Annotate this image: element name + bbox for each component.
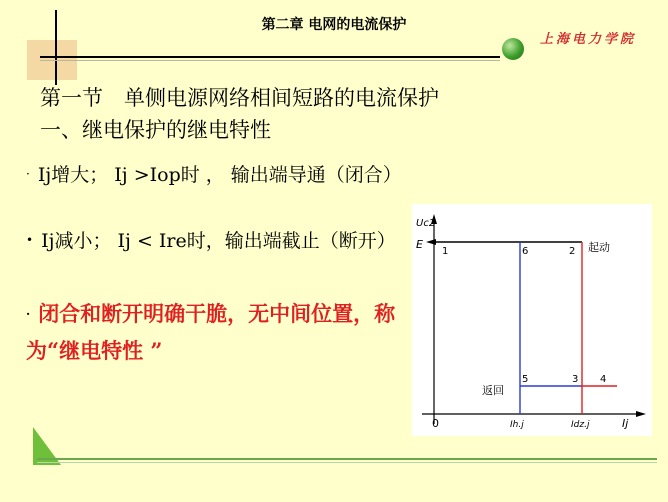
x-axis-arrow-icon [636,411,646,417]
bullet-text: Ij增大； Ij >Iop时 ， 输出端导通（闭合） [37,164,402,186]
bullet-dot: · [26,167,30,181]
corner-triangle-icon [33,427,63,467]
x-tick-start: Idz.j [571,420,590,430]
header-rule-shadow [40,60,500,61]
return-annotation: 返回 [482,384,504,397]
bullet-conclusion [26,297,416,368]
subsection-heading: 一、继电保护的继电特性 [40,118,271,142]
y-axis-label: Uc2 [416,218,436,229]
point-label-2: 2 [569,246,576,257]
x-tick-return: Ih.j [510,420,524,430]
point-label-6: 6 [522,246,529,257]
origin-label: 0 [432,417,439,430]
bullet-dot: · [26,307,31,321]
bullet-text: 闭合和断开明确干脆，无中间位置，称为“继电特性 ” [26,301,396,363]
school-name: 上海电力学院 [540,32,637,47]
point-label-1: 1 [442,246,449,257]
point-label-3: 3 [572,374,579,385]
section-heading: 第一节 单侧电源网络相间短路的电流保护 [40,86,439,110]
start-annotation: 起动 [588,241,610,254]
bullet-text: Ij减小； Ij < Ire时，输出端截止（断开） [41,230,396,252]
header-rule [40,56,500,58]
relay-characteristic-chart [412,204,652,436]
chart-svg [412,204,652,436]
bullet-decrease [26,226,426,258]
high-level-arrow-icon [426,239,436,245]
point-label-4: 4 [600,374,607,385]
footer-rule [37,458,657,460]
x-axis-label: Ij [622,417,629,430]
point-label-5: 5 [522,374,529,385]
bullet-increase [26,160,426,192]
logo-ball-icon [502,38,524,60]
chapter-title: 第二章 电网的电流保护 [261,17,407,33]
level-label: E [416,238,423,251]
footer-rule-shadow [37,462,657,463]
bullet-dot: • [26,233,34,247]
